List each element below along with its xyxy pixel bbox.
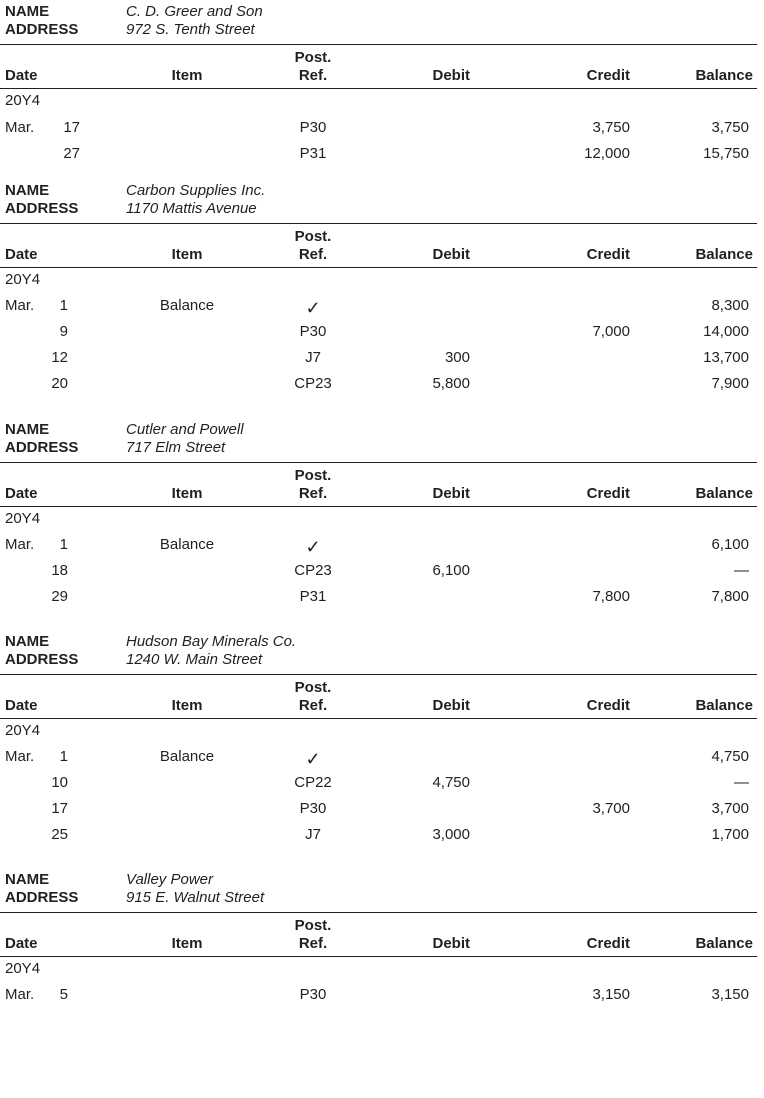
credit-cell: 12,000 <box>584 145 630 162</box>
header-post: Post. <box>294 679 332 696</box>
customer-name: Hudson Bay Minerals Co. <box>126 633 297 650</box>
post-ref-cell: ✓ <box>305 537 321 557</box>
debit-cell: 6,100 <box>432 562 470 579</box>
date-day: 12 <box>51 349 68 366</box>
date-day: 10 <box>51 774 68 791</box>
date-day: 20 <box>51 375 68 392</box>
name-label: NAME <box>5 633 50 650</box>
date-day: 5 <box>59 986 68 1003</box>
header-balance: Balance <box>695 485 753 502</box>
post-ref-cell: ✓ <box>305 749 321 769</box>
header-rule-bottom <box>0 718 757 719</box>
balance-cell: 3,150 <box>711 986 749 1003</box>
year-label: 20Y4 <box>5 960 41 977</box>
year-label: 20Y4 <box>5 92 41 109</box>
credit-cell: 3,150 <box>592 986 630 1003</box>
customer-address: 1170 Mattis Avenue <box>126 200 257 217</box>
date-month: Mar. <box>5 119 35 136</box>
header-rule-top <box>0 223 757 224</box>
customer-address: 1240 W. Main Street <box>126 651 263 668</box>
header-ref: Ref. <box>298 67 328 84</box>
item-cell: Balance <box>159 536 215 553</box>
balance-cell: — <box>734 774 749 791</box>
account-section <box>0 630 764 860</box>
header-post: Post. <box>294 467 332 484</box>
header-ref: Ref. <box>298 485 328 502</box>
date-day: 1 <box>59 536 68 553</box>
debit-cell: 300 <box>444 349 470 366</box>
year-label: 20Y4 <box>5 271 41 288</box>
item-cell: Balance <box>159 748 215 765</box>
address-label: ADDRESS <box>5 439 79 456</box>
balance-cell: 14,000 <box>703 323 749 340</box>
post-ref-cell: J7 <box>305 826 321 843</box>
account-section <box>0 418 764 648</box>
post-ref-cell: P31 <box>299 145 327 162</box>
header-balance: Balance <box>695 246 753 263</box>
header-credit: Credit <box>586 246 630 263</box>
date-day: 27 <box>63 145 80 162</box>
credit-cell: 3,700 <box>592 800 630 817</box>
post-ref-cell: CP23 <box>294 375 332 392</box>
address-label: ADDRESS <box>5 200 79 217</box>
date-day: 1 <box>59 748 68 765</box>
date-month: Mar. <box>5 536 35 553</box>
header-rule-bottom <box>0 956 757 957</box>
balance-cell: — <box>734 562 749 579</box>
header-item: Item <box>171 246 203 263</box>
post-ref-cell: J7 <box>305 349 321 366</box>
header-debit: Debit <box>432 246 470 263</box>
header-credit: Credit <box>586 485 630 502</box>
header-ref: Ref. <box>298 697 328 714</box>
debit-cell: 5,800 <box>432 375 470 392</box>
header-date: Date <box>5 935 38 952</box>
credit-cell: 7,800 <box>592 588 630 605</box>
date-month: Mar. <box>5 297 35 314</box>
balance-cell: 4,750 <box>711 748 749 765</box>
balance-cell: 13,700 <box>703 349 749 366</box>
header-item: Item <box>171 935 203 952</box>
header-post: Post. <box>294 917 332 934</box>
header-credit: Credit <box>586 935 630 952</box>
balance-cell: 6,100 <box>711 536 749 553</box>
post-ref-cell: CP23 <box>294 562 332 579</box>
customer-name: C. D. Greer and Son <box>126 3 263 20</box>
header-debit: Debit <box>432 697 470 714</box>
address-label: ADDRESS <box>5 21 79 38</box>
header-rule-top <box>0 44 757 45</box>
header-rule-bottom <box>0 506 757 507</box>
credit-cell: 3,750 <box>592 119 630 136</box>
date-day: 1 <box>59 297 68 314</box>
header-rule-bottom <box>0 88 757 89</box>
header-balance: Balance <box>695 935 753 952</box>
item-cell: Balance <box>159 297 215 314</box>
year-label: 20Y4 <box>5 722 41 739</box>
name-label: NAME <box>5 182 50 199</box>
date-month: Mar. <box>5 986 35 1003</box>
customer-address: 972 S. Tenth Street <box>126 21 255 38</box>
header-balance: Balance <box>695 697 753 714</box>
post-ref-cell: P30 <box>299 800 327 817</box>
balance-cell: 1,700 <box>711 826 749 843</box>
name-label: NAME <box>5 871 50 888</box>
date-day: 17 <box>63 119 80 136</box>
name-label: NAME <box>5 3 50 20</box>
balance-cell: 8,300 <box>711 297 749 314</box>
header-rule-top <box>0 462 757 463</box>
debit-cell: 4,750 <box>432 774 470 791</box>
header-ref: Ref. <box>298 246 328 263</box>
header-rule-bottom <box>0 267 757 268</box>
header-balance: Balance <box>695 67 753 84</box>
customer-name: Carbon Supplies Inc. <box>126 182 266 199</box>
header-credit: Credit <box>586 67 630 84</box>
year-label: 20Y4 <box>5 510 41 527</box>
date-day: 29 <box>51 588 68 605</box>
account-section <box>0 868 764 1098</box>
post-ref-cell: P30 <box>299 986 327 1003</box>
date-month: Mar. <box>5 748 35 765</box>
header-debit: Debit <box>432 67 470 84</box>
header-date: Date <box>5 485 38 502</box>
date-day: 17 <box>51 800 68 817</box>
header-post: Post. <box>294 49 332 66</box>
address-label: ADDRESS <box>5 651 79 668</box>
account-section <box>0 179 764 409</box>
header-date: Date <box>5 246 38 263</box>
header-item: Item <box>171 67 203 84</box>
header-item: Item <box>171 485 203 502</box>
post-ref-cell: P31 <box>299 588 327 605</box>
date-day: 25 <box>51 826 68 843</box>
customer-name: Valley Power <box>126 871 213 888</box>
header-debit: Debit <box>432 485 470 502</box>
post-ref-cell: CP22 <box>294 774 332 791</box>
header-rule-top <box>0 912 757 913</box>
post-ref-cell: ✓ <box>305 298 321 318</box>
customer-address: 915 E. Walnut Street <box>126 889 265 906</box>
customer-address: 717 Elm Street <box>126 439 226 456</box>
date-day: 18 <box>51 562 68 579</box>
header-debit: Debit <box>432 935 470 952</box>
balance-cell: 3,750 <box>711 119 749 136</box>
header-date: Date <box>5 67 38 84</box>
post-ref-cell: P30 <box>299 323 327 340</box>
date-day: 9 <box>59 323 68 340</box>
post-ref-cell: P30 <box>299 119 327 136</box>
credit-cell: 7,000 <box>592 323 630 340</box>
balance-cell: 15,750 <box>703 145 749 162</box>
header-rule-top <box>0 674 757 675</box>
customer-name: Cutler and Powell <box>126 421 244 438</box>
header-item: Item <box>171 697 203 714</box>
header-date: Date <box>5 697 38 714</box>
balance-cell: 7,800 <box>711 588 749 605</box>
balance-cell: 3,700 <box>711 800 749 817</box>
header-post: Post. <box>294 228 332 245</box>
header-ref: Ref. <box>298 935 328 952</box>
debit-cell: 3,000 <box>432 826 470 843</box>
header-credit: Credit <box>586 697 630 714</box>
name-label: NAME <box>5 421 50 438</box>
balance-cell: 7,900 <box>711 375 749 392</box>
address-label: ADDRESS <box>5 889 79 906</box>
